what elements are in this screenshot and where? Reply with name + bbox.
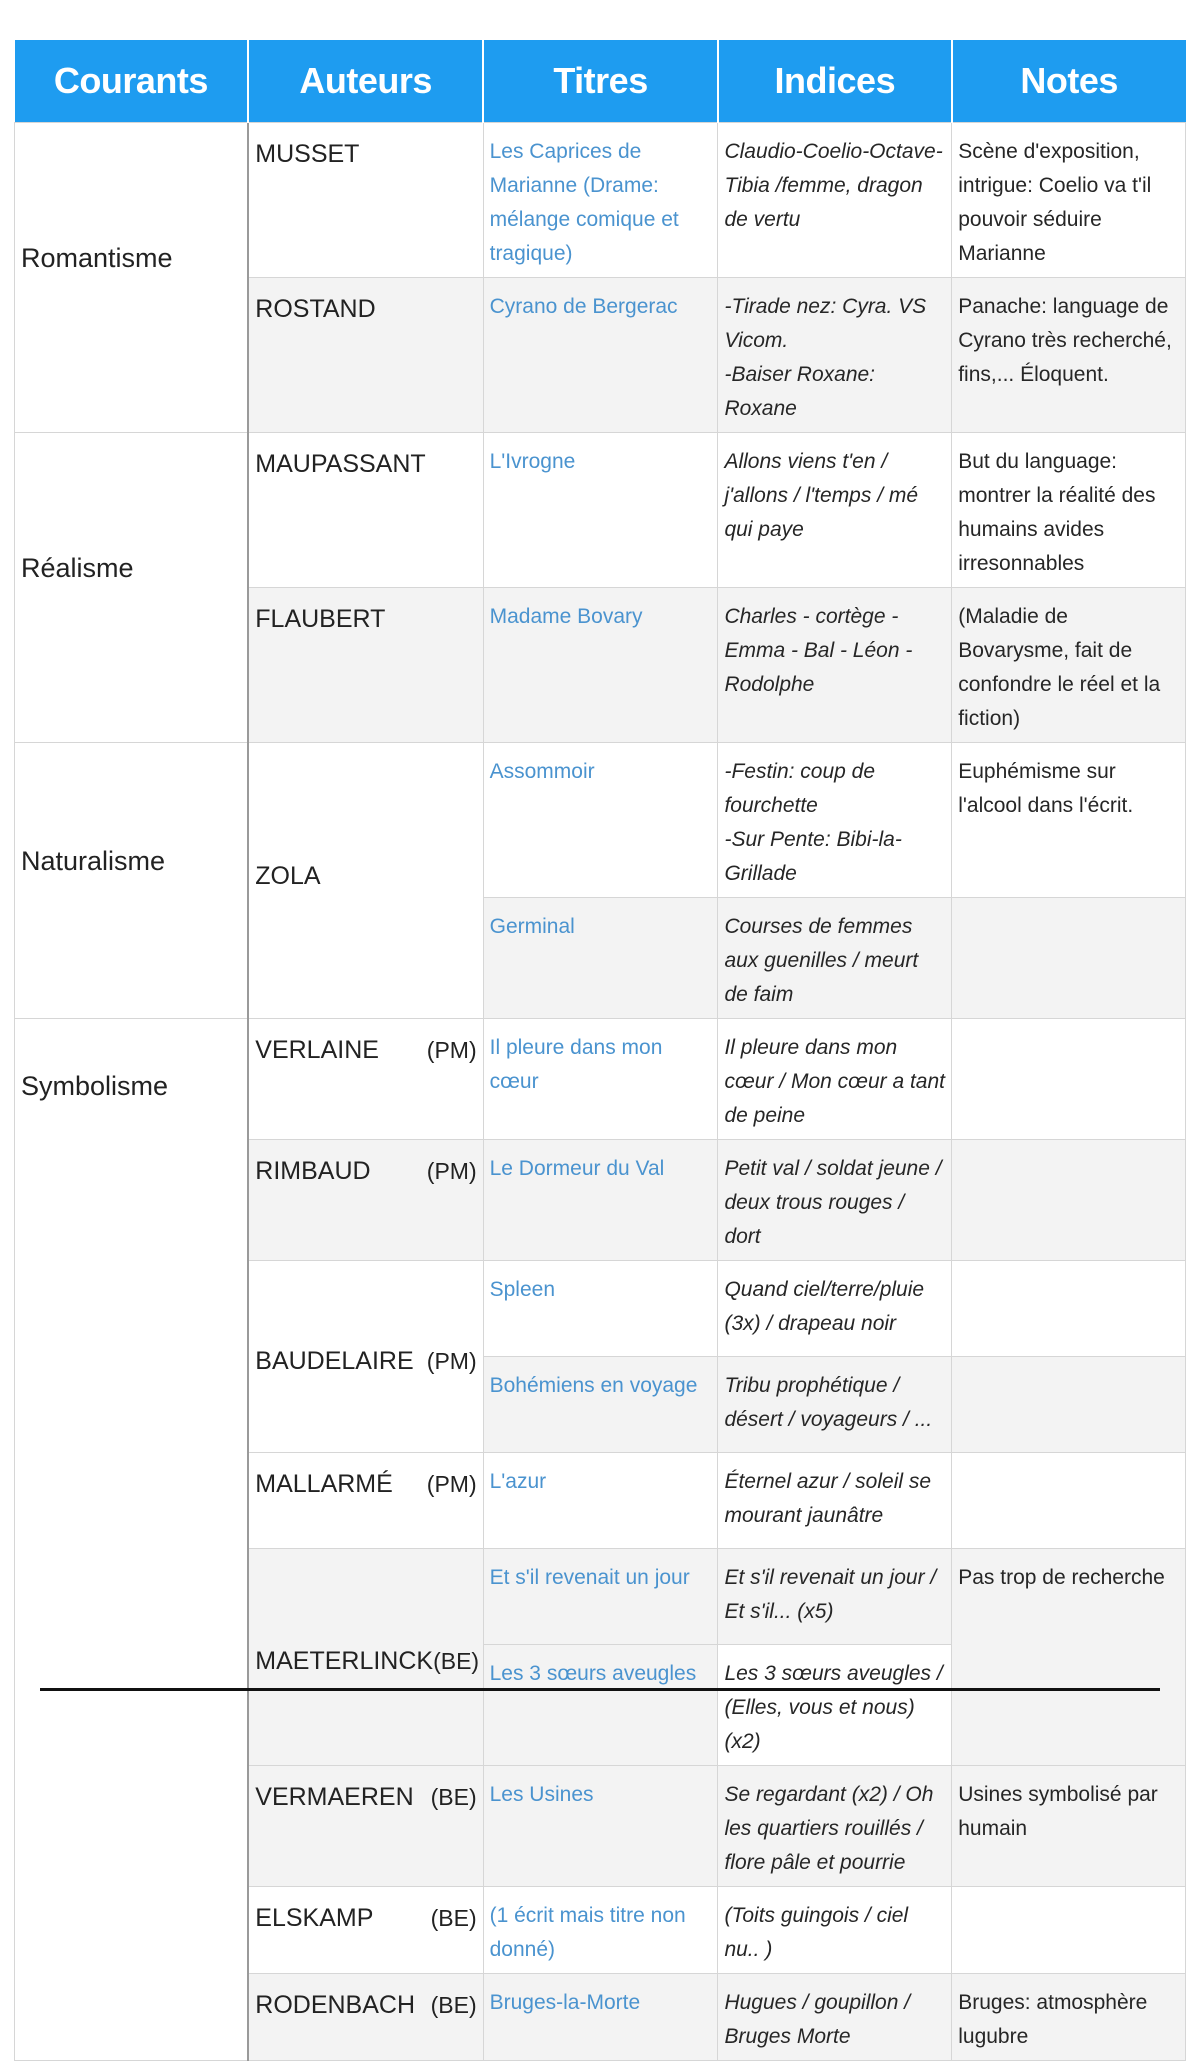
table-row (15, 743, 1186, 898)
courant-realisme: Réalisme (15, 433, 249, 743)
indices-cell: Et s'il revenait un jour / Et s'il... (x5) (718, 1549, 952, 1645)
indices-cell: (Toits guingois / ciel nu.. ) (718, 1887, 952, 1974)
header-notes: Notes (952, 40, 1186, 123)
author-cell (248, 1261, 483, 1453)
title-cell: Le Dormeur du Val (483, 1140, 718, 1261)
title-cell: Assommoir (483, 743, 718, 898)
title-cell: Et s'il revenait un jour (483, 1549, 718, 1645)
indices-cell: Quand ciel/terre/pluie (3x) / drapeau noir (718, 1261, 952, 1357)
title-cell: Bohémiens en voyage (483, 1357, 718, 1453)
author-cell (248, 1549, 483, 1766)
notes-cell (952, 1019, 1186, 1140)
literature-table (14, 40, 1186, 2061)
author-name: VERMAEREN (255, 1783, 414, 1811)
title-cell: Bruges-la-Morte (483, 1974, 718, 2061)
notes-cell: Pas trop de recherche (952, 1549, 1186, 1766)
author-name: ROSTAND (255, 295, 376, 323)
author-name: MAUPASSANT (255, 450, 426, 478)
title-cell: Les Caprices de Marianne (Drame: mélange comique et tragique) (483, 123, 718, 278)
notes-cell (952, 1453, 1186, 1549)
author-cell (248, 1019, 483, 1140)
author-cell (248, 1974, 483, 2061)
indices-cell: Tribu prophétique / désert / voyageurs / ... (718, 1357, 952, 1453)
notes-cell (952, 1261, 1186, 1357)
author-name: ELSKAMP (255, 1904, 374, 1932)
title-cell: Madame Bovary (483, 588, 718, 743)
author-name: RIMBAUD (255, 1157, 371, 1185)
indices-cell: -Festin: coup de fourchette -Sur Pente: Bibi-la-Grillade (718, 743, 952, 898)
table-row (15, 1019, 1186, 1140)
header-titres: Titres (483, 40, 718, 123)
indices-cell: Il pleure dans mon cœur / Mon cœur a tant de peine (718, 1019, 952, 1140)
title-cell: Spleen (483, 1261, 718, 1357)
author-tag: (BE) (430, 1905, 477, 1931)
title-cell: L'azur (483, 1453, 718, 1549)
author-name: BAUDELAIRE (255, 1346, 414, 1375)
title-cell: Il pleure dans mon cœur (483, 1019, 718, 1140)
author-cell (248, 123, 483, 278)
notes-cell (952, 1357, 1186, 1453)
title-cell: L'Ivrogne (483, 433, 718, 588)
author-tag: (PM) (426, 1347, 477, 1374)
author-cell (248, 588, 483, 743)
indices-cell: Charles - cortège - Emma - Bal - Léon - Rodolphe (718, 588, 952, 743)
author-name: ZOLA (255, 861, 321, 890)
indices-cell: Se regardant (x2) / Oh les quartiers rouillés / flore pâle et pourrie (718, 1766, 952, 1887)
author-cell (248, 1887, 483, 1974)
notes-cell: Usines symbolisé par humain (952, 1766, 1186, 1887)
indices-cell: -Tirade nez: Cyra. VS Vicom. -Baiser Roxane: Roxane (718, 278, 952, 433)
header-row (15, 40, 1186, 123)
indices-cell: Claudio-Coelio-Octave-Tibia /femme, dragon de vertu (718, 123, 952, 278)
courant-naturalisme: Naturalisme (15, 743, 249, 1019)
author-tag: (BE) (430, 1992, 477, 2018)
notes-cell: Bruges: atmosphère lugubre (952, 1974, 1186, 2061)
indices-cell: Allons viens t'en / j'allons / l'temps / mé qui paye (718, 433, 952, 588)
notes-cell (952, 1887, 1186, 1974)
author-tag: (PM) (426, 1037, 477, 1063)
footer-divider (40, 1688, 1160, 1691)
indices-cell: Petit val / soldat jeune / deux trous rouges / dort (718, 1140, 952, 1261)
author-tag: (PM) (426, 1471, 477, 1497)
author-tag: (PM) (426, 1158, 477, 1184)
notes-cell: Euphémisme sur l'alcool dans l'écrit. (952, 743, 1186, 898)
courant-symbolisme: Symbolisme (15, 1019, 249, 2061)
author-name: VERLAINE (255, 1036, 379, 1064)
courant-romantisme: Romantisme (15, 123, 249, 433)
title-cell: (1 écrit mais titre non donné) (483, 1887, 718, 1974)
author-cell (248, 743, 483, 1019)
author-cell (248, 278, 483, 433)
indices-cell: Éternel azur / soleil se mourant jaunâtre (718, 1453, 952, 1549)
title-cell: Les 3 sœurs aveugles (483, 1645, 718, 1766)
header-auteurs: Auteurs (248, 40, 483, 123)
author-name: MAETERLINCK (255, 1647, 434, 1675)
indices-cell: Hugues / goupillon / Bruges Morte (718, 1974, 952, 2061)
author-name: MUSSET (255, 140, 360, 168)
table-row (15, 433, 1186, 588)
author-name: RODENBACH (255, 1991, 416, 2019)
header-indices: Indices (718, 40, 952, 123)
title-cell: Germinal (483, 898, 718, 1019)
table-row (15, 123, 1186, 278)
notes-cell: (Maladie de Bovarysme, fait de confondre le réel et la fiction) (952, 588, 1186, 743)
indices-cell: Courses de femmes aux guenilles / meurt de faim (718, 898, 952, 1019)
notes-cell (952, 1140, 1186, 1261)
author-name: MALLARMÉ (255, 1470, 393, 1498)
author-cell (248, 1140, 483, 1261)
indices-cell: Les 3 sœurs aveugles / (Elles, vous et nous) (x2) (718, 1645, 952, 1766)
author-tag: (BE) (430, 1784, 477, 1810)
notes-cell: But du language: montrer la réalité des humains avides irresonnables (952, 433, 1186, 588)
header-courants: Courants (15, 40, 249, 123)
notes-cell: Scène d'exposition, intrigue: Coelio va t'il pouvoir séduire Marianne (952, 123, 1186, 278)
author-tag: (BE) (433, 1648, 480, 1674)
author-cell (248, 1766, 483, 1887)
title-cell: Les Usines (483, 1766, 718, 1887)
title-cell: Cyrano de Bergerac (483, 278, 718, 433)
notes-cell (952, 898, 1186, 1019)
notes-cell: Panache: language de Cyrano très recherché, fins,... Éloquent. (952, 278, 1186, 433)
author-cell (248, 433, 483, 588)
author-name: FLAUBERT (255, 605, 386, 633)
author-cell (248, 1453, 483, 1549)
